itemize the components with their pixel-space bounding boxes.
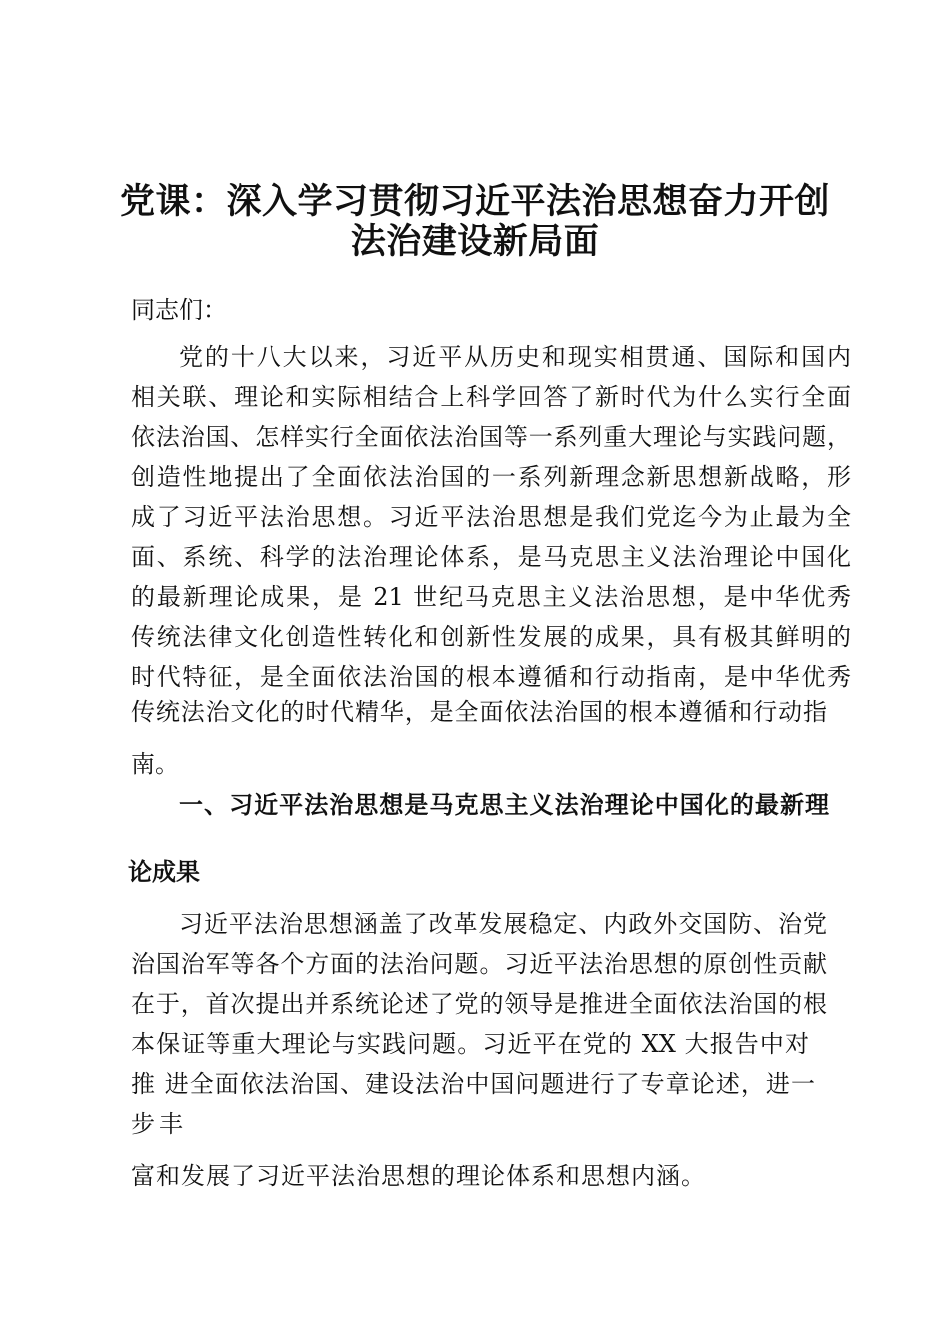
paragraph-1-line: 相关联、理论和实际相结合上科学回答了新时代为什么实行全面	[131, 383, 851, 411]
paragraph-2-line: 步丰	[131, 1110, 187, 1138]
paragraph-2-line: 习近平法治思想涵盖了改革发展稳定、内政外交国防、治党	[179, 910, 827, 938]
paragraph-1-line: 时代特征，是全面依法治国的根本遵循和行动指南，是中华优秀	[131, 663, 851, 691]
paragraph-1-line: 面、系统、科学的法治理论体系，是马克思主义法治理论中国化	[131, 543, 851, 571]
paragraph-1-line: 南。	[131, 750, 179, 778]
paragraph-2-line: 治国治军等各个方面的法治问题。习近平法治思想的原创性贡献	[131, 950, 827, 978]
paragraph-1-line: 成了习近平法治思想。习近平法治思想是我们党迄今为止最为全	[131, 503, 851, 531]
paragraph-1-line: 党的十八大以来，习近平从历史和现实相贯通、国际和国内	[179, 343, 851, 371]
paragraph-1-line: 的最新理论成果，是 21 世纪马克思主义法治思想，是中华优秀	[131, 583, 851, 611]
salutation: 同志们：	[131, 296, 227, 324]
paragraph-1-line: 传统法治文化的时代精华，是全面依法治国的根本遵循和行动指	[131, 698, 827, 726]
section-heading-1-continued: 论成果	[128, 858, 200, 886]
paragraph-2-line: 本保证等重大理论与实践问题。习近平在党的 XX 大报告中对	[131, 1030, 809, 1058]
paragraph-1-line: 传统法律文化创造性转化和创新性发展的成果，具有极其鲜明的	[131, 623, 851, 651]
paragraph-1-line: 依法治国、怎样实行全面依法治国等一系列重大理论与实践问题，	[131, 423, 851, 451]
paragraph-2-line: 在于，首次提出并系统论述了党的领导是推进全面依法治国的根	[131, 990, 827, 1018]
title-line-2: 法治建设新局面	[350, 222, 600, 262]
paragraph-1-line: 创造性地提出了全面依法治国的一系列新理念新思想新战略，形	[131, 463, 851, 491]
paragraph-2-line: 推 进全面依法治国、建设法治中国问题进行了专章论述，进一	[131, 1070, 815, 1098]
section-heading-1: 一、习近平法治思想是马克思主义法治理论中国化的最新理	[179, 791, 829, 819]
title-line-1: 党课：深入学习贯彻习近平法治思想奋力开创	[119, 182, 830, 222]
paragraph-2-line: 富和发展了习近平法治思想的理论体系和思想内涵。	[131, 1162, 706, 1190]
